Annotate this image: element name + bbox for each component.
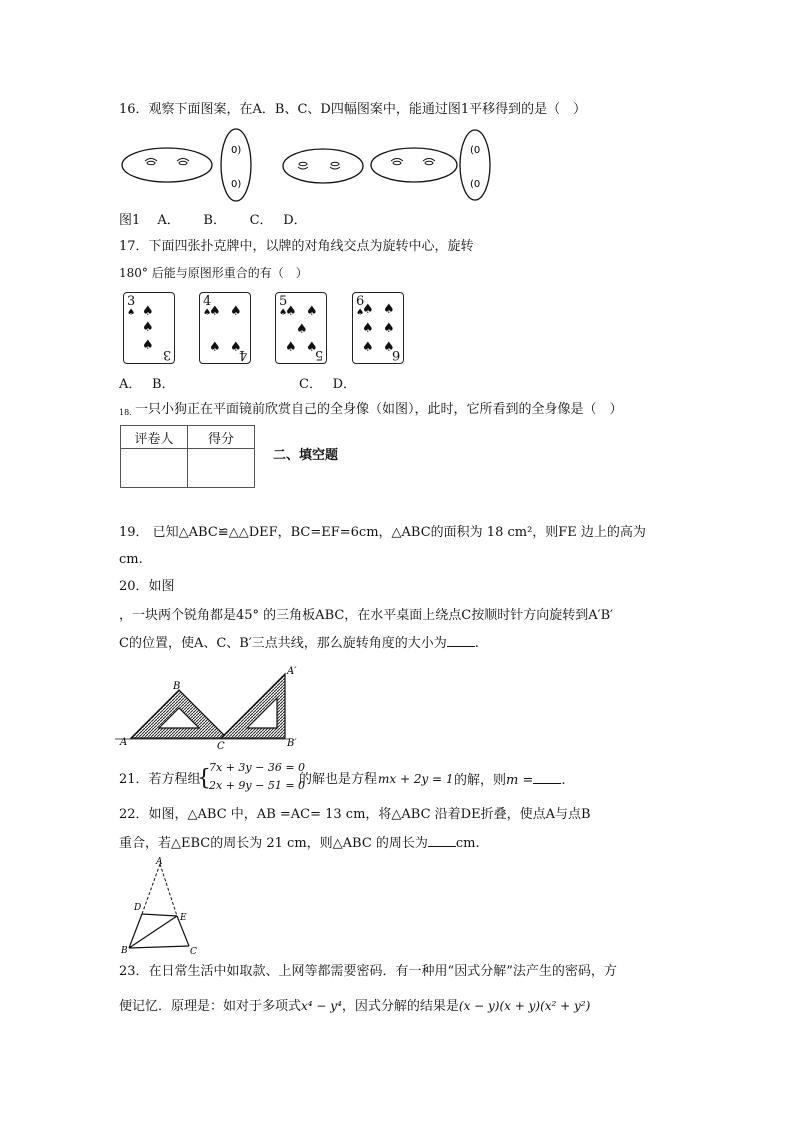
brace: { [197, 766, 211, 791]
q16-labels: 图1 A． B． C． D． [119, 213, 307, 228]
grader-header: 评卷人 [121, 426, 188, 449]
q21-eq1: 7x + 3y − 36 = 0 [209, 761, 306, 774]
label-a: A [156, 857, 163, 867]
svg-text:0): 0) [231, 179, 242, 190]
card-4: 4 ♠ ♠ ♠ ♠ ♠ 4 [199, 292, 251, 364]
triangle-a2b2c [221, 674, 285, 738]
label-d: D [134, 903, 142, 913]
label-b: B [121, 946, 128, 956]
label-a-prime: A′ [287, 666, 297, 677]
svg-text:(0: (0 [470, 145, 481, 156]
q20-line2: ，一块两个锐角都是45° 的三角板ABC，在水平桌面上绕点C按顺时针方向旋转到A′B′ [119, 608, 614, 623]
label-e: E [180, 913, 187, 923]
q17-line2: 180° 后能与原图形重合的有（ ） [119, 266, 308, 280]
card-5: 5 ♠ ♠ ♠ ♠ ♠ ♠ 5 [275, 292, 327, 364]
q19-line1: 19． 已知△ABC≌△△DEF，BC=EF=6cm，△ABC的面积为 18 cm²，则FE 边上的高为 [119, 525, 646, 540]
section-title: 二、填空题 [273, 448, 339, 463]
label-a: A [120, 737, 128, 748]
label-c: C [217, 741, 225, 752]
q18-text: 一只小狗正在平面镜前欣赏自己的全身像（如图），此时，它所看到的全身像是（ ） [135, 402, 623, 417]
q20-line3: C的位置，使A、C、B′三点共线，那么旋转角度的大小为 . [119, 636, 479, 651]
score-cell[interactable] [188, 449, 255, 488]
q20-line1: 20．如图 [119, 579, 175, 594]
score-header: 得分 [188, 426, 255, 449]
svg-text:0): 0) [231, 145, 242, 156]
q16-text: 16．观察下面图案，在A．B、C、D四幅图案中，能通过图1平移得到的是（ ） [119, 102, 587, 117]
label-c: C [190, 947, 197, 956]
q17-line1: 17．下面四张扑克牌中，以牌的对角线交点为旋转中心，旋转 [119, 239, 474, 254]
q17-labels-cd: C． D． [299, 377, 357, 392]
grader-cell[interactable] [121, 449, 188, 488]
q22-triangle-figure [118, 856, 208, 956]
triangle-abc [131, 690, 227, 738]
card-3: 3 ♠ ♠ ♠ ♠ 3 [123, 292, 175, 364]
q22-line2: 重合，若△EBC的周长为 21 cm，则△ABC 的周长为 cm. [119, 836, 480, 851]
q20-triangle-figure [115, 662, 315, 752]
q21-eq3: mx + 2y = 1 [378, 772, 454, 786]
q22-line1: 22．如图，△ABC 中，AB =AC= 13 cm，将△ABC 沿着DE折叠，使点A与点B [119, 807, 591, 822]
figure-c-face-icon [371, 148, 457, 182]
score-table [120, 425, 255, 488]
q21-eq2: 2x + 9y − 51 = 0 [209, 779, 306, 792]
q16-figures [118, 128, 498, 204]
q18-num: 18. [119, 408, 132, 417]
label-b: B [173, 681, 181, 692]
q19-line2: cm. [119, 552, 143, 567]
label-b-prime: B′ [287, 738, 297, 749]
q21-prefix: 21．若方程组 [119, 772, 201, 787]
q23-line2: 便记忆．原理是：如对于多项式x⁴ − y⁴，因式分解的结果是(x − y)(x + y)(x² + y²) [119, 999, 591, 1014]
card-6: 6 ♠ ♠ ♠ ♠ ♠ ♠ ♠ 6 [352, 292, 404, 364]
figure-a-vertical-face-icon [221, 129, 251, 201]
q21-suffix: 的解，则m = . [454, 773, 566, 788]
q21-middle: 的解也是方程 [299, 772, 378, 787]
svg-text:(0: (0 [470, 179, 481, 190]
q23-line1: 23．在日常生活中如取款、上网等都需要密码．有一种用“因式分解”法产生的密码，方 [119, 964, 617, 979]
q17-labels-ab: A． B． [119, 377, 175, 392]
figure-d-vertical-face-icon [460, 130, 490, 200]
figure-b-face-icon [283, 149, 363, 183]
figure-1-horizontal-face-icon [122, 148, 212, 182]
